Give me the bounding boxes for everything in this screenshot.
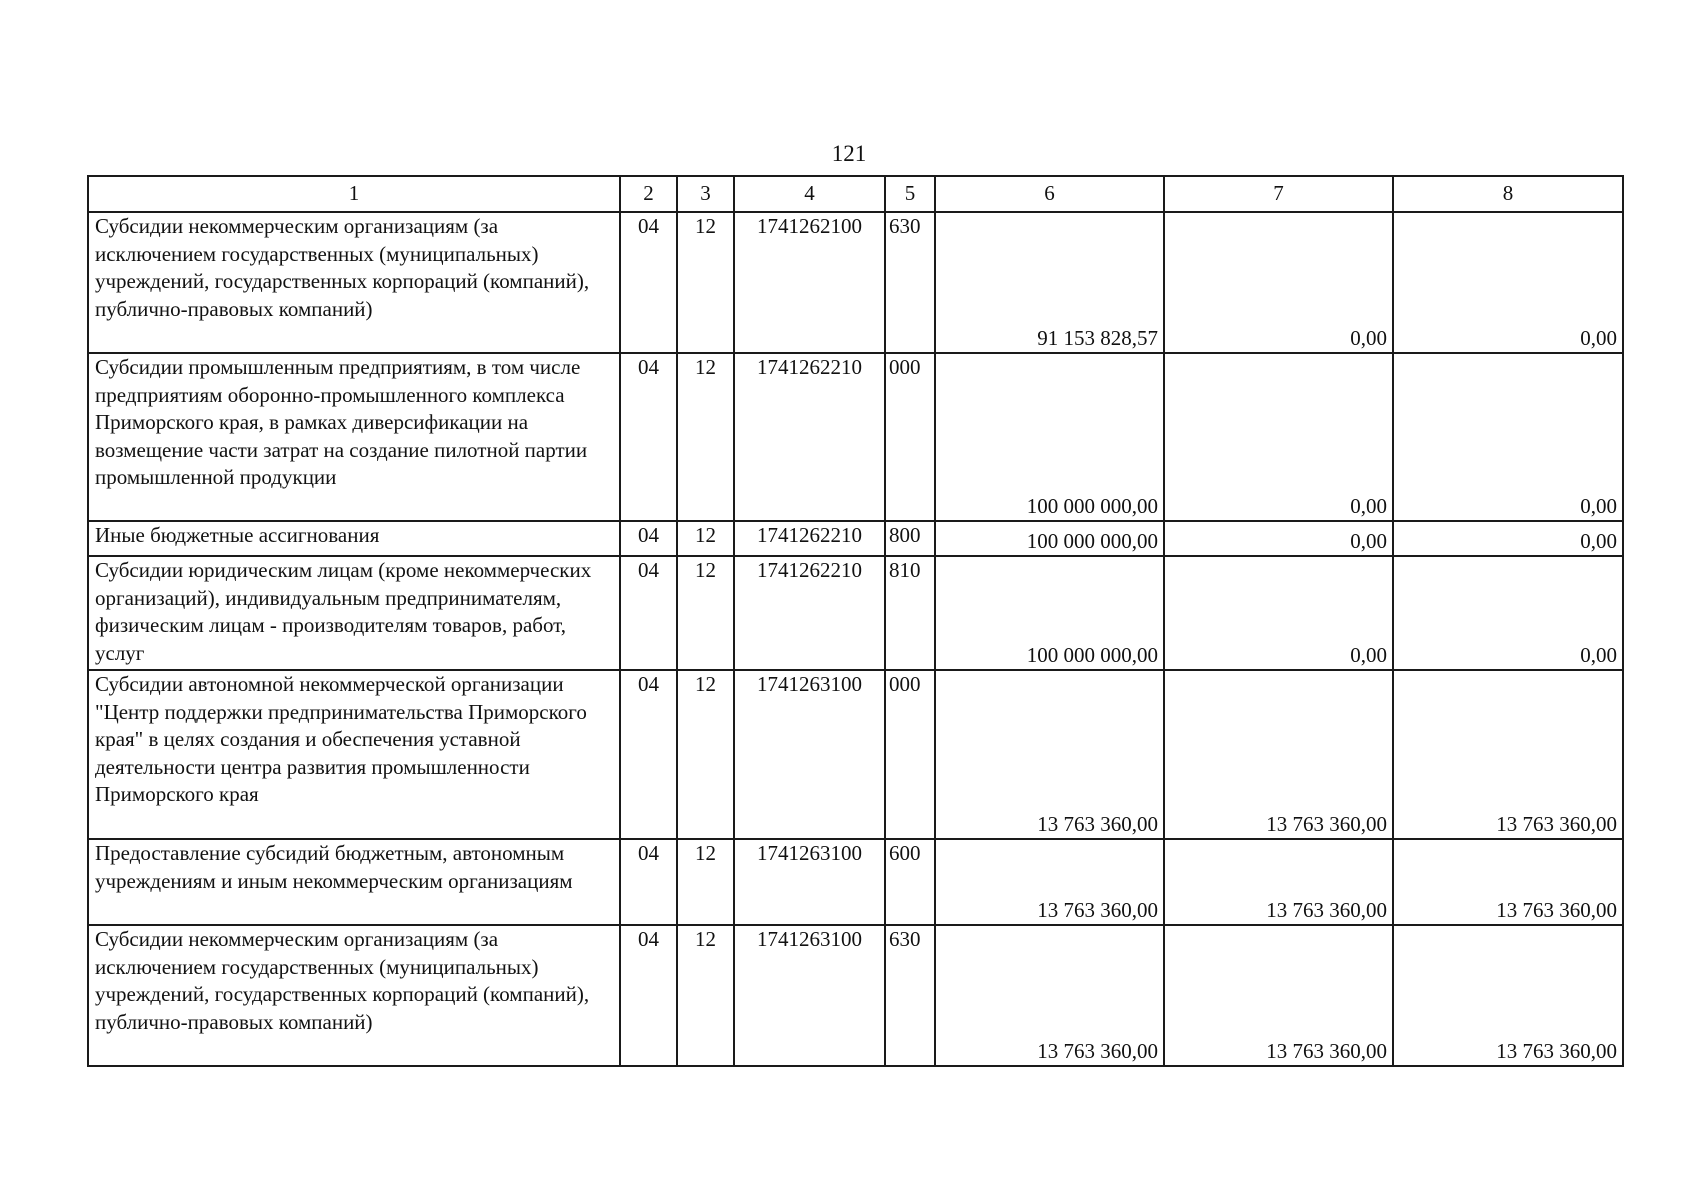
expense-type-code: 000 <box>885 670 935 839</box>
section-code: 04 <box>620 521 677 556</box>
amount-col-6: 100 000 000,00 <box>935 521 1164 556</box>
row-name: Субсидии некоммерческим организациям (за исключением государственных (муниципальных) учреждений, государственных корпораций (компаний), публично-правовых компаний) <box>88 925 620 1066</box>
column-header: 8 <box>1393 176 1623 212</box>
subsection-code: 12 <box>677 521 734 556</box>
subsection-code: 12 <box>677 925 734 1066</box>
subsection-code: 12 <box>677 212 734 353</box>
section-code: 04 <box>620 925 677 1066</box>
section-code: 04 <box>620 556 677 670</box>
table-row <box>88 670 1623 839</box>
amount-col-8: 13 763 360,00 <box>1393 925 1623 1066</box>
target-article-code: 1741263100 <box>734 925 885 1066</box>
amount-col-6: 13 763 360,00 <box>935 925 1164 1066</box>
expense-type-code: 000 <box>885 353 935 521</box>
expense-type-code: 630 <box>885 925 935 1066</box>
column-header: 1 <box>88 176 620 212</box>
amount-col-7: 0,00 <box>1164 521 1393 556</box>
subsection-code: 12 <box>677 556 734 670</box>
target-article-code: 1741262100 <box>734 212 885 353</box>
amount-col-8: 0,00 <box>1393 521 1623 556</box>
column-header: 3 <box>677 176 734 212</box>
amount-col-7: 0,00 <box>1164 353 1393 521</box>
table-row <box>88 353 1623 521</box>
amount-col-8: 0,00 <box>1393 212 1623 353</box>
amount-col-6: 100 000 000,00 <box>935 353 1164 521</box>
row-name: Субсидии промышленным предприятиям, в том числе предприятиям оборонно-промышленного комплекса Приморского края, в рамках диверсификации на возмещение части затрат на создание пилотной партии промышленной продукции <box>88 353 620 521</box>
section-code: 04 <box>620 212 677 353</box>
subsection-code: 12 <box>677 670 734 839</box>
amount-col-7: 13 763 360,00 <box>1164 670 1393 839</box>
amount-col-6: 13 763 360,00 <box>935 839 1164 925</box>
column-header: 5 <box>885 176 935 212</box>
row-name: Предоставление субсидий бюджетным, автономным учреждениям и иным некоммерческим организациям <box>88 839 620 925</box>
amount-col-7: 13 763 360,00 <box>1164 839 1393 925</box>
section-code: 04 <box>620 839 677 925</box>
section-code: 04 <box>620 670 677 839</box>
amount-col-8: 13 763 360,00 <box>1393 839 1623 925</box>
table-row <box>88 925 1623 1066</box>
subsection-code: 12 <box>677 839 734 925</box>
amount-col-8: 0,00 <box>1393 353 1623 521</box>
budget-table <box>87 175 1624 1067</box>
amount-col-8: 13 763 360,00 <box>1393 670 1623 839</box>
amount-col-6: 13 763 360,00 <box>935 670 1164 839</box>
amount-col-7: 0,00 <box>1164 212 1393 353</box>
header-row <box>88 176 1623 212</box>
target-article-code: 1741262210 <box>734 353 885 521</box>
table-row <box>88 521 1623 556</box>
subsection-code: 12 <box>677 353 734 521</box>
amount-col-8: 0,00 <box>1393 556 1623 670</box>
row-name: Субсидии некоммерческим организациям (за исключением государственных (муниципальных) учреждений, государственных корпораций (компаний), публично-правовых компаний) <box>88 212 620 353</box>
row-name: Субсидии автономной некоммерческой организации "Центр поддержки предпринимательства Приморского края" в целях создания и обеспечения уставной деятельности центра развития промышленности Приморского края <box>88 670 620 839</box>
column-header: 6 <box>935 176 1164 212</box>
expense-type-code: 800 <box>885 521 935 556</box>
target-article-code: 1741263100 <box>734 670 885 839</box>
section-code: 04 <box>620 353 677 521</box>
column-header: 2 <box>620 176 677 212</box>
table-row <box>88 212 1623 353</box>
expense-type-code: 630 <box>885 212 935 353</box>
table-row <box>88 556 1623 670</box>
row-name: Иные бюджетные ассигнования <box>88 521 620 556</box>
amount-col-7: 13 763 360,00 <box>1164 925 1393 1066</box>
table-row <box>88 839 1623 925</box>
column-header: 4 <box>734 176 885 212</box>
amount-col-6: 100 000 000,00 <box>935 556 1164 670</box>
amount-col-7: 0,00 <box>1164 556 1393 670</box>
target-article-code: 1741262210 <box>734 556 885 670</box>
amount-col-6: 91 153 828,57 <box>935 212 1164 353</box>
column-header: 7 <box>1164 176 1393 212</box>
target-article-code: 1741263100 <box>734 839 885 925</box>
expense-type-code: 810 <box>885 556 935 670</box>
row-name: Субсидии юридическим лицам (кроме некоммерческих организаций), индивидуальным предпринимателям, физическим лицам - производителям товаров, работ, услуг <box>88 556 620 670</box>
page-number: 121 <box>831 141 867 166</box>
target-article-code: 1741262210 <box>734 521 885 556</box>
expense-type-code: 600 <box>885 839 935 925</box>
